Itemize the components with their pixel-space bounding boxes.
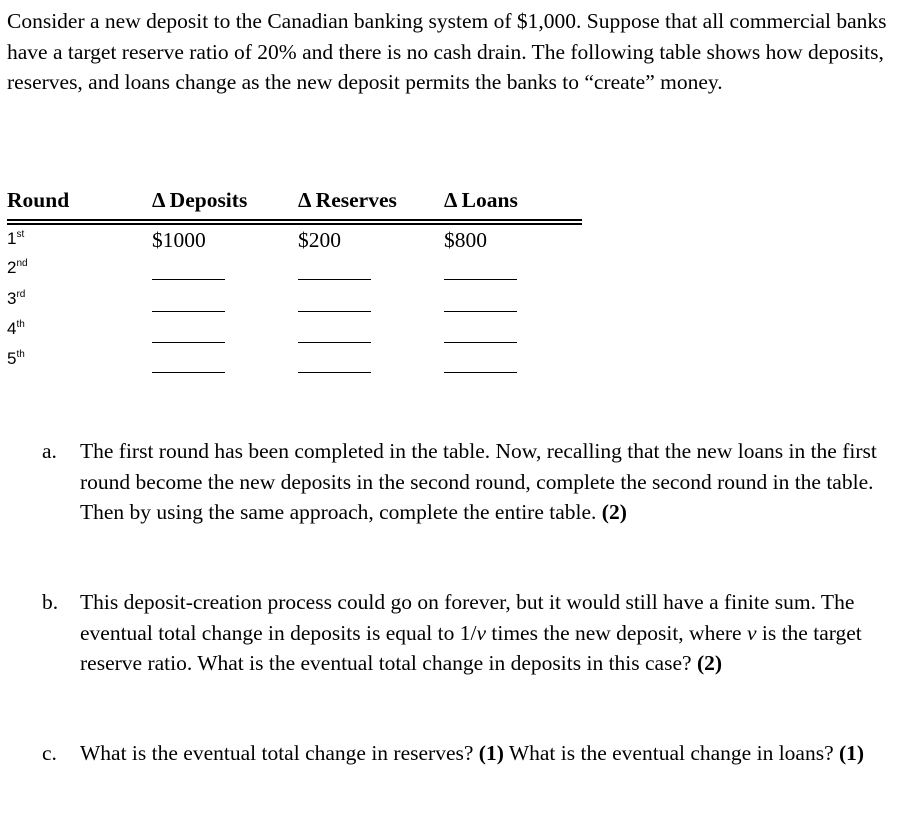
header-reserves: Δ Reserves bbox=[298, 188, 397, 212]
question-letter: c. bbox=[42, 741, 57, 765]
round-label: 4th bbox=[7, 319, 25, 338]
loans-answer-blank[interactable] bbox=[444, 342, 517, 343]
round-label: 2nd bbox=[7, 258, 28, 277]
question-c bbox=[7, 738, 887, 769]
round-label: 1st bbox=[7, 229, 25, 248]
reserves-cell: $200 bbox=[298, 228, 341, 252]
deposits-answer-blank[interactable] bbox=[152, 342, 225, 343]
loans-cell: $800 bbox=[444, 228, 487, 252]
header-round: Round bbox=[7, 188, 70, 212]
point-value: (1) bbox=[478, 741, 504, 765]
question-b bbox=[7, 587, 887, 679]
header-rule-bottom bbox=[7, 223, 582, 225]
loans-answer-blank[interactable] bbox=[444, 372, 517, 373]
deposits-answer-blank[interactable] bbox=[152, 279, 225, 280]
point-value: (2) bbox=[696, 651, 723, 675]
question-text: The first round has been completed in the table. Now, recalling that the new loans in the first round become the new deposits in the second round, complete the second round in the table. Then by using the same approach, complete the entire table. (2) bbox=[80, 439, 877, 524]
deposits-answer-blank[interactable] bbox=[152, 311, 225, 312]
question-letter: a. bbox=[42, 439, 57, 463]
header-deposits: Δ Deposits bbox=[152, 188, 248, 212]
header-rule-top bbox=[7, 219, 582, 221]
reserves-answer-blank[interactable] bbox=[298, 311, 371, 312]
header-loans: Δ Loans bbox=[444, 188, 518, 212]
reserves-answer-blank[interactable] bbox=[298, 279, 371, 280]
deposits-answer-blank[interactable] bbox=[152, 372, 225, 373]
reserves-answer-blank[interactable] bbox=[298, 342, 371, 343]
question-a bbox=[7, 436, 887, 528]
question-text: This deposit-creation process could go on forever, but it would still have a finite sum. The eventual total change in deposits is equal to 1/v times the new deposit, where v is the target reserve ratio. What is the eventual total change in deposits in this case? (2) bbox=[80, 590, 862, 675]
reserves-answer-blank[interactable] bbox=[298, 372, 371, 373]
deposits-cell: $1000 bbox=[152, 228, 206, 252]
loans-answer-blank[interactable] bbox=[444, 279, 517, 280]
question-letter: b. bbox=[42, 590, 59, 614]
point-value: (1) bbox=[839, 741, 865, 765]
point-value: (2) bbox=[601, 500, 627, 524]
round-label: 5th bbox=[7, 349, 25, 368]
question-text: What is the eventual total change in reserves? (1) What is the eventual change in loans? (1) bbox=[80, 741, 865, 765]
loans-answer-blank[interactable] bbox=[444, 311, 517, 312]
problem-intro: Consider a new deposit to the Canadian banking system of $1,000. Suppose that all commercial banks have a target reserve ratio of 20% and there is no cash drain. The following table shows how deposits, reserves, and loans change as the new deposit permits the banks to “create” money. bbox=[7, 9, 887, 94]
round-label: 3rd bbox=[7, 289, 26, 308]
